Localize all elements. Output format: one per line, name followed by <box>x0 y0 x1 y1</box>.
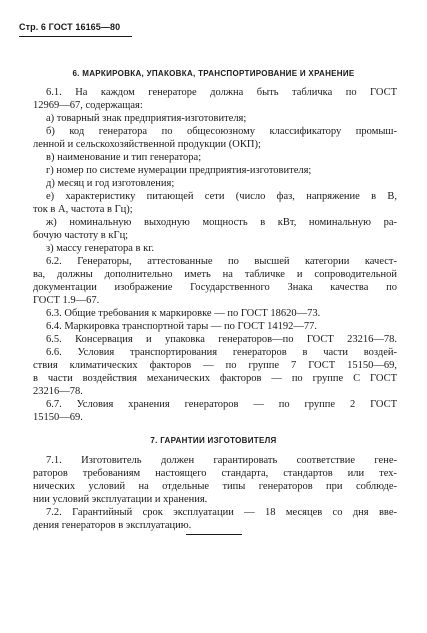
section-7-title: 7. ГАРАНТИИ ИЗГОТОВИТЕЛЯ <box>150 436 277 445</box>
s6-line: ва, должны дополнительно иметь на табличке и сопроводительной <box>33 269 397 280</box>
s7-line: 7.2. Гарантийный срок эксплуатации — 18 месяцев со дня вве- <box>46 507 397 518</box>
s6-line: 6.3. Общие требования к маркировке — по ГОСТ 18620—73. <box>46 308 321 319</box>
s6-line: 6.4. Маркировка транспортной тары — по ГОСТ 14192—77. <box>46 321 317 332</box>
s6-line: ГОСТ 1.9—67. <box>33 295 100 306</box>
s6-line: ленной и сельскохозяйственной продукции (ОКП); <box>33 139 261 150</box>
s6-line: 6.5. Консервация и упаковка генераторов—по ГОСТ 23216—78. <box>46 334 397 345</box>
s6-line: ж) номинальную выходную мощность в кВт, номинальную ра- <box>46 217 397 228</box>
s6-line: ток в А, частота в Гц); <box>33 204 133 215</box>
s6-line: 6.1. На каждом генераторе должна быть табличка по ГОСТ <box>46 87 397 98</box>
s7-line: нических условий на отдельные типы генераторов при соблюде- <box>33 481 397 492</box>
s7-line: 7.1. Изготовитель должен гарантировать соответствие гене- <box>46 455 397 466</box>
s6-line: д) месяц и год изготовления; <box>46 178 175 189</box>
s6-line: 6.6. Условия транспортирования генераторов в части воздей- <box>46 347 397 358</box>
s6-line: ствия климатических факторов — по группе 7 ГОСТ 15150—69, <box>33 360 397 371</box>
header-divider <box>19 36 132 37</box>
s6-line: е) характеристику питающей сети (число фаз, напряжение в В, <box>46 191 397 202</box>
s6-line: в части воздействия механических факторов — по группе С ГОСТ <box>33 373 397 384</box>
s6-line: 6.2. Генераторы, аттестованные по высшей категории качест- <box>46 256 397 267</box>
s6-line: документации изображение Государственного Знака качества по <box>33 282 397 293</box>
s6-line: 23216—78. <box>33 386 83 397</box>
s6-line: бочую частоту в кГц; <box>33 230 129 241</box>
s6-line: 6.7. Условия хранения генераторов — по группе 2 ГОСТ <box>46 399 397 410</box>
s7-line: раторов требованиям настоящего стандарта, стандартов или тех- <box>33 468 397 479</box>
page-header: Стр. 6 ГОСТ 16165—80 <box>19 22 121 32</box>
section-6-title: 6. МАРКИРОВКА, УПАКОВКА, ТРАНСПОРТИРОВАНИЕ И ХРАНЕНИЕ <box>72 69 355 78</box>
s6-line: 15150—69. <box>33 412 83 423</box>
s7-line: нии условий эксплуатации и хранения. <box>33 494 208 505</box>
s7-line: дения генераторов в эксплуатацию. <box>33 520 192 531</box>
s6-line: 12969—67, содержащая: <box>33 100 143 111</box>
s6-line: г) номер по системе нумерации предприятия-изготовителя; <box>46 165 312 176</box>
end-divider <box>186 534 242 535</box>
s6-line: з) массу генератора в кг. <box>46 243 154 254</box>
s6-line: в) наименование и тип генератора; <box>46 152 202 163</box>
s6-line: б) код генератора по общесоюзному классификатору промыш- <box>46 126 397 137</box>
s6-line: а) товарный знак предприятия-изготовителя; <box>46 113 247 124</box>
